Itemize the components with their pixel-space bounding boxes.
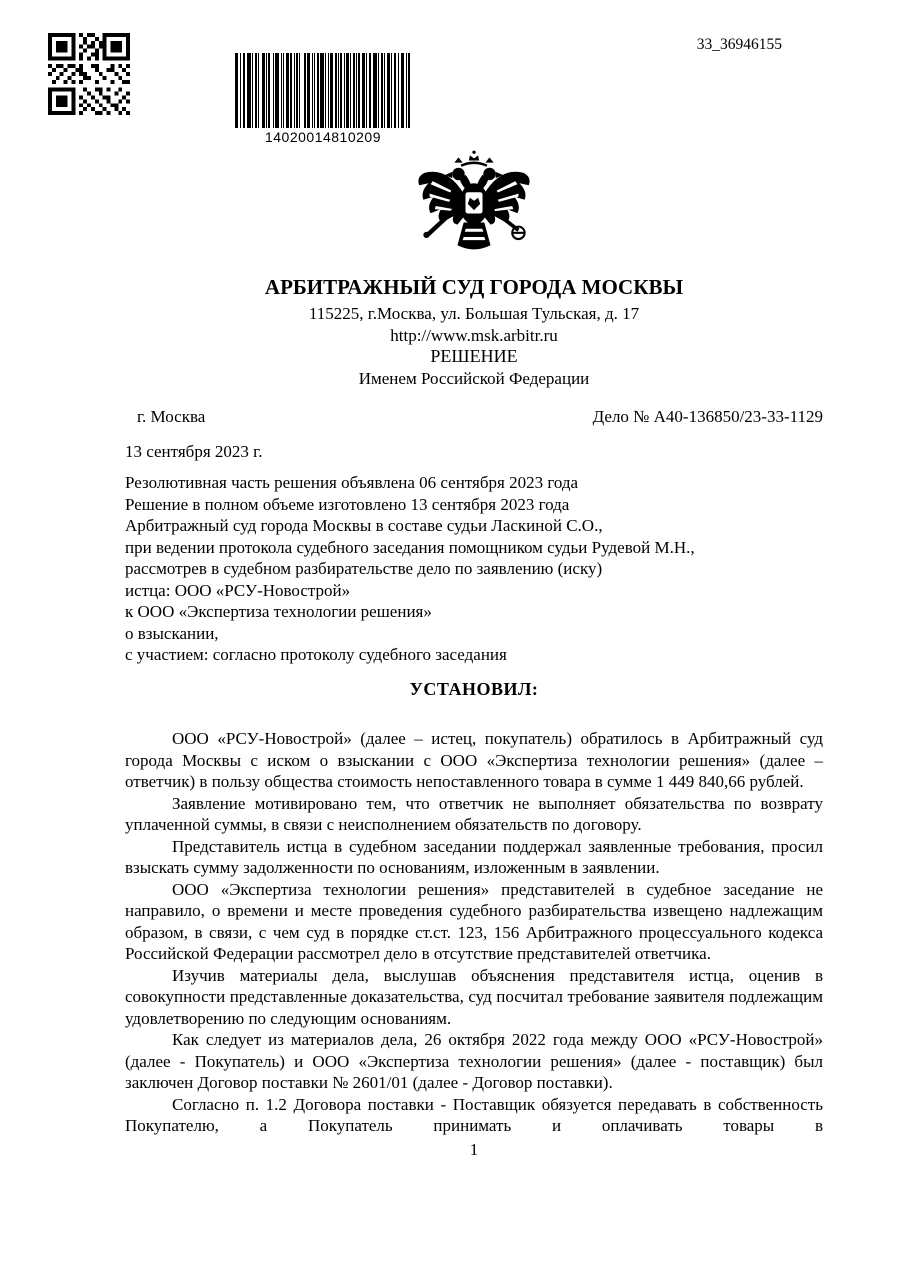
preamble-block (125, 472, 823, 666)
qr-code-icon (48, 33, 130, 115)
court-address: 115225, г.Москва, ул. Большая Тульская, д. 17 (308, 304, 640, 323)
body-paragraph: Заявление мотивировано тем, что ответчик не выполняет обязательства по возврату уплаченной суммы, в связи с неисполнением обязательств по договору. (125, 793, 823, 834)
barcode-number: 14020014810209 (264, 129, 381, 145)
barcode-icon (235, 53, 411, 128)
preamble-line: при ведении протокола судебного заседания помощником судьи Рудевой М.Н., (125, 537, 695, 557)
document-id: 33_36946155 (696, 36, 782, 53)
court-name-title: АРБИТРАЖНЫЙ СУД ГОРОДА МОСКВЫ (264, 275, 684, 299)
document-content (125, 150, 823, 1160)
case-number: Дело № А40-136850/23-33-1129 (592, 407, 823, 426)
preamble-line: о взыскании, (125, 623, 219, 643)
preamble-line: Резолютивная часть решения объявлена 06 сентября 2023 года (125, 473, 579, 492)
decision-date: 13 сентября 2023 г. (125, 441, 263, 461)
page-number: 1 (469, 1139, 479, 1159)
body-paragraph: ООО «Экспертиза технологии решения» представителей в судебное заседание не направило, о времени и месте проведения судебного разбирательства извещено надлежащим образом, в связи, с чем суд в порядке ст.ст. 123, 156 Арбитражного процессуального кодекса Российской Федерации рассмотрел дело в отсутствие представителей ответчика. (125, 879, 823, 963)
preamble-line: Решение в полном объеме изготовлено 13 сентября 2023 года (125, 494, 570, 514)
body-paragraph: Изучив материалы дела, выслушав объяснения представителя истца, оценив в совокупности представленные доказательства, суд посчитал требование заявителя подлежащим удовлетворению по следующим основаниям. (125, 965, 823, 1028)
preamble-line: с участием: согласно протоколу судебного заседания (125, 645, 507, 664)
body-paragraph: Как следует из материалов дела, 26 октября 2022 года между ООО «РСУ-Новострой» (далее - Покупатель) и ООО «Экспертиза технологии решения» (далее - поставщик) был заключен Договор поставки № 2601/01 (далее - Договор поставки). (125, 1030, 823, 1092)
preamble-line: к ООО «Экспертиза технологии решения» (125, 602, 432, 621)
court-website: http://www.msk.arbitr.ru (390, 325, 558, 345)
case-city: г. Москва (137, 407, 206, 426)
ruling-heading: УСТАНОВИЛ: (409, 678, 539, 699)
double-headed-eagle-icon (412, 150, 536, 264)
document-subtitle: Именем Российской Федерации (358, 368, 590, 388)
coat-of-arms-emblem (125, 150, 823, 268)
case-info-row (125, 406, 823, 428)
body-paragraph: Согласно п. 1.2 Договора поставки - Поставщик обязуется передавать в собственность Покупателю, а Покупатель принимать и оплачивать товары в (125, 1094, 823, 1135)
barcode (235, 53, 411, 145)
preamble-line: Арбитражный суд города Москвы в составе судьи Ласкиной С.О., (125, 516, 603, 535)
document-type-heading: РЕШЕНИЕ (430, 346, 518, 366)
preamble-line: рассмотрев в судебном разбирательстве дело по заявлению (иску) (125, 559, 603, 578)
body-paragraph: ООО «РСУ-Новострой» (далее – истец, покупатель) обратилось в Арбитражный суд города Москвы с иском о взыскании с ООО «Экспертиза технологии решения» (далее – ответчик) в пользу общества стоимость непоставленного товара в сумме 1 449 840,66 рублей. (125, 729, 823, 791)
body-paragraph: Представитель истца в судебном заседании поддержал заявленные требования, просил взыскать сумму задолженности по основаниям, изложенным в заявлении. (125, 836, 823, 877)
ruling-body (125, 728, 823, 1137)
preamble-line: истца: ООО «РСУ-Новострой» (125, 580, 351, 600)
